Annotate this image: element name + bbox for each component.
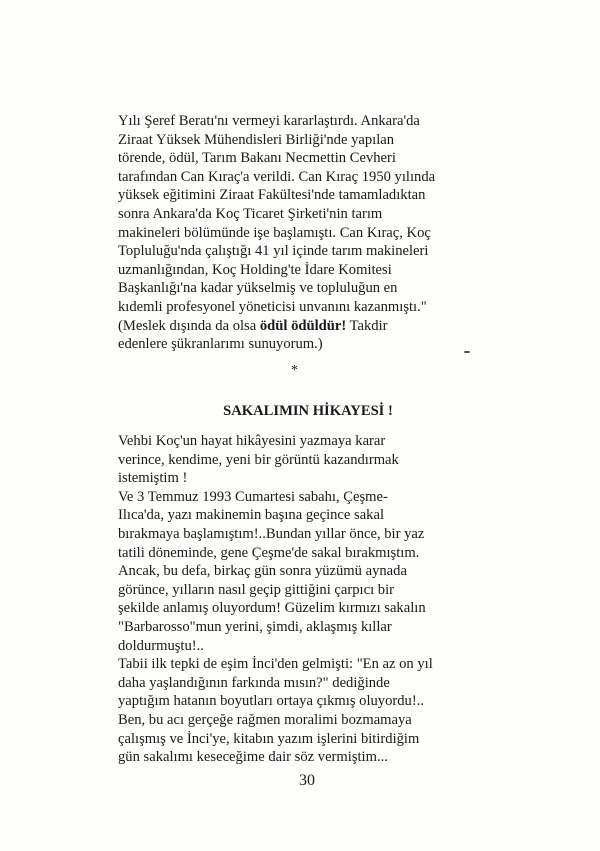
text-line: edenlere şükranlarımı sunuyorum.) bbox=[118, 336, 323, 353]
section-separator: * bbox=[291, 363, 298, 378]
text-run: (Meslek dışında da olsa bbox=[118, 317, 260, 334]
text-line: istemiştim ! bbox=[118, 470, 188, 487]
page-number: 30 bbox=[299, 772, 315, 789]
text-line: makineleri bölümünde işe başlamıştı. Can Kıraç, Koç bbox=[118, 224, 431, 241]
text-line: çalışmış ve İnci'ye, kitabın yazım işlerini bitirdiğim bbox=[118, 730, 420, 747]
text-line: bırakmaya başlamıştım!..Bundan yıllar önce, bir yaz bbox=[118, 525, 425, 542]
bold-phrase: ödül ödüldür! bbox=[259, 317, 347, 334]
text-line: görünce, yılların nasıl geçip gittiğini çarpıcı bir bbox=[118, 581, 394, 598]
text-line: Ilıca'da, yazı makinemin başına geçince sakal bbox=[118, 507, 385, 524]
text-line: kıdemli profesyonel yöneticisi unvanını kazanmıştı." bbox=[118, 298, 427, 315]
text-line: tatili döneminde, gene Çeşme'de sakal bırakmıştım. bbox=[118, 544, 420, 561]
text-line-emphasis bbox=[118, 317, 498, 336]
text-line: verince, kendime, yeni bir görüntü kazandırmak bbox=[118, 451, 399, 468]
section-heading: SAKALIMIN HİKAYESİ ! bbox=[223, 403, 393, 419]
text-line: törende, ödül, Tarım Bakanı Necmettin Cevheri bbox=[118, 150, 396, 167]
text-line: "Barbarosso"mun yerini, şimdi, aklaşmış kıllar bbox=[118, 618, 392, 635]
text-line: Tabii ilk tepki de eşim İnci'den gelmişti: "En az on yıl bbox=[118, 656, 433, 673]
text-line: Ancak, bu defa, birkaç gün sonra yüzümü aynada bbox=[118, 563, 407, 580]
paragraph-award bbox=[118, 112, 498, 354]
paragraph-beard-story bbox=[118, 432, 498, 767]
text-line: doldurmuştu!.. bbox=[118, 637, 204, 654]
text-line: Vehbi Koç'un hayat hikâyesini yazmaya karar bbox=[118, 433, 386, 449]
text-line: uzmanlığından, Koç Holding'te İdare Komitesi bbox=[118, 261, 392, 278]
text-line: Ziraat Yüksek Mühendisleri Birliği'nde yapılan bbox=[118, 131, 395, 148]
text-run: Takdir bbox=[346, 317, 388, 334]
text-line: Yılı Şeref Beratı'nı vermeyi kararlaştırdı. Ankara'da bbox=[118, 113, 420, 129]
text-line: tarafından Can Kıraç'a verildi. Can Kıraç 1950 yılında bbox=[118, 168, 436, 185]
text-line: Başkanlığı'na kadar yükselmiş ve topluluğun en bbox=[118, 280, 398, 297]
text-line: yaptığım hatanın boyutları ortaya çıkmış oluyordu!.. bbox=[118, 693, 424, 710]
text-line: şekilde anlamış oluyordum! Güzelim kırmızı sakalın bbox=[118, 600, 426, 617]
text-line: Ben, bu acı gerçeğe rağmen moralimi bozmamaya bbox=[118, 711, 412, 728]
text-line: yüksek eğitimini Ziraat Fakültesi'nde tamamladıktan bbox=[118, 187, 426, 204]
text-line: Topluluğu'nda çalıştığı 41 yıl içinde tarım makineleri bbox=[118, 243, 429, 260]
text-line: Ve 3 Temmuz 1993 Cumartesi sabahı, Çeşme- bbox=[118, 488, 388, 505]
text-line: sonra Ankara'da Koç Ticaret Şirketi'nin tarım bbox=[118, 205, 383, 222]
stray-ink-mark bbox=[464, 351, 470, 353]
text-line: gün sakalımı keseceğime dair söz vermiştim... bbox=[118, 749, 388, 766]
text-line: daha yaşlandığının farkında mısın?" dediğinde bbox=[118, 674, 390, 691]
